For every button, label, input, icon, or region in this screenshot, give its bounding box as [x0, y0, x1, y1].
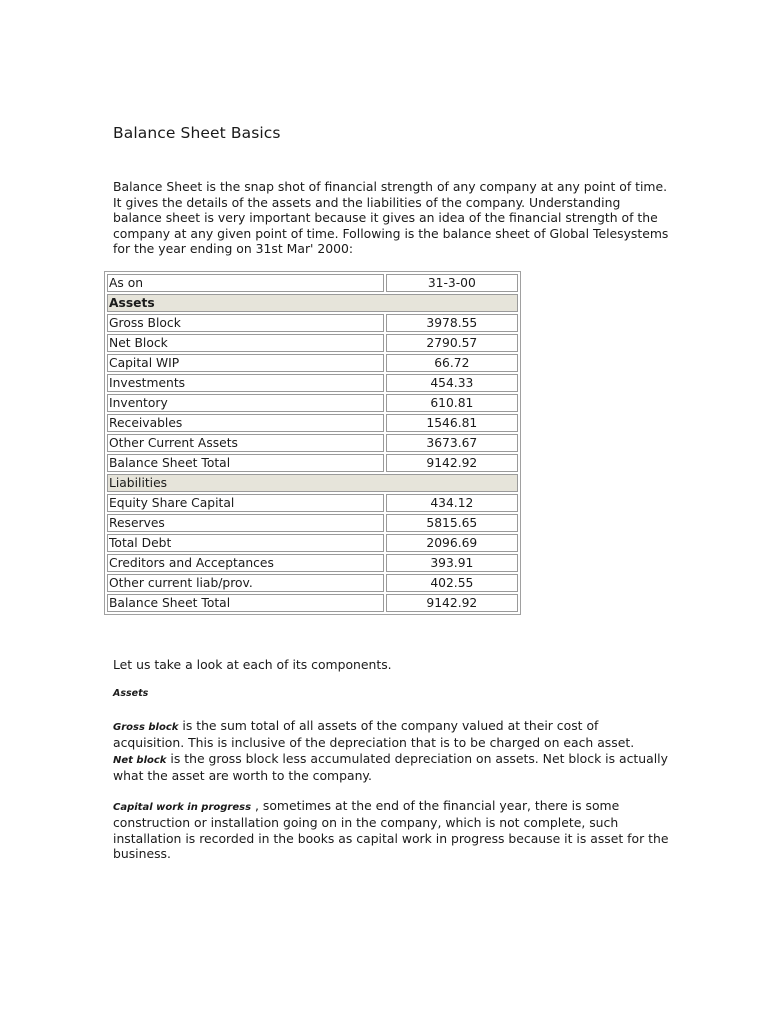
- gross-net-block-paragraph: [113, 718, 673, 784]
- table-row: [107, 434, 518, 452]
- row-value: 9142.92: [386, 454, 518, 472]
- row-value: 454.33: [386, 374, 518, 392]
- capital-wip-term: Capital work in progress: [113, 802, 252, 813]
- gross-block-term: Gross block: [113, 722, 179, 733]
- row-label: Other Current Assets: [107, 434, 384, 452]
- table-row: [107, 494, 518, 512]
- row-label: Balance Sheet Total: [107, 594, 384, 612]
- gross-block-text: is the sum total of all assets of the company valued at their cost of acquisition. This is inclusive of the depreciation that is to be charged on each asset.: [113, 718, 635, 751]
- row-label: Receivables: [107, 414, 384, 432]
- assets-heading: Assets: [107, 294, 518, 312]
- row-value: 9142.92: [386, 594, 518, 612]
- capital-wip-text: , sometimes at the end of the financial year, there is some construction or installation going on in the company, which is not complete, such installation is recorded in the books as capital work in progress because it is asset for the business.: [113, 798, 669, 862]
- row-label: Equity Share Capital: [107, 494, 384, 512]
- table-row: [107, 374, 518, 392]
- table-header-row: [107, 274, 518, 292]
- row-value: 2096.69: [386, 534, 518, 552]
- balance-sheet-table: [104, 271, 521, 615]
- row-value: 393.91: [386, 554, 518, 572]
- as-on-date: 31-3-00: [386, 274, 518, 292]
- row-value: 402.55: [386, 574, 518, 592]
- assets-section-row: [107, 294, 518, 312]
- row-label: Reserves: [107, 514, 384, 532]
- row-label: Gross Block: [107, 314, 384, 332]
- row-value: 5815.65: [386, 514, 518, 532]
- table-row: [107, 394, 518, 412]
- row-label: Creditors and Acceptances: [107, 554, 384, 572]
- liabilities-section-row: [107, 474, 518, 492]
- table-row: [107, 354, 518, 372]
- table-row: [107, 334, 518, 352]
- row-value: 2790.57: [386, 334, 518, 352]
- page-title: Balance Sheet Basics: [113, 124, 281, 142]
- liabilities-heading: Liabilities: [107, 474, 518, 492]
- table-row: [107, 534, 518, 552]
- row-value: 66.72: [386, 354, 518, 372]
- intro-paragraph: Balance Sheet is the snap shot of financial strength of any company at any point of time. It gives the details of the assets and the liabilities of the company. Understanding balance sheet is very important because it gives an idea of the financial strength of the company at any given point of time. Following is the balance sheet of Global Telesystems for the year ending on 31st Mar' 2000:: [113, 179, 669, 257]
- row-value: 3978.55: [386, 314, 518, 332]
- row-label: Other current liab/prov.: [107, 574, 384, 592]
- row-value: 610.81: [386, 394, 518, 412]
- row-label: Total Debt: [107, 534, 384, 552]
- table-row: [107, 314, 518, 332]
- table-row: [107, 414, 518, 432]
- row-label: Capital WIP: [107, 354, 384, 372]
- row-label: Balance Sheet Total: [107, 454, 384, 472]
- row-value: 434.12: [386, 494, 518, 512]
- table-row: [107, 454, 518, 472]
- row-label: Inventory: [107, 394, 384, 412]
- components-intro: Let us take a look at each of its components.: [113, 657, 392, 672]
- table-row: [107, 574, 518, 592]
- table-row: [107, 554, 518, 572]
- capital-wip-paragraph: [113, 798, 673, 862]
- table-row: [107, 514, 518, 532]
- row-label: Net Block: [107, 334, 384, 352]
- assets-subheading: Assets: [113, 688, 149, 699]
- row-value: 3673.67: [386, 434, 518, 452]
- row-value: 1546.81: [386, 414, 518, 432]
- table-row: [107, 594, 518, 612]
- net-block-term: Net block: [113, 754, 167, 766]
- as-on-label: As on: [107, 274, 384, 292]
- net-block-text: is the gross block less accumulated depreciation on assets. Net block is actually what the asset are worth to the company.: [113, 750, 668, 784]
- row-label: Investments: [107, 374, 384, 392]
